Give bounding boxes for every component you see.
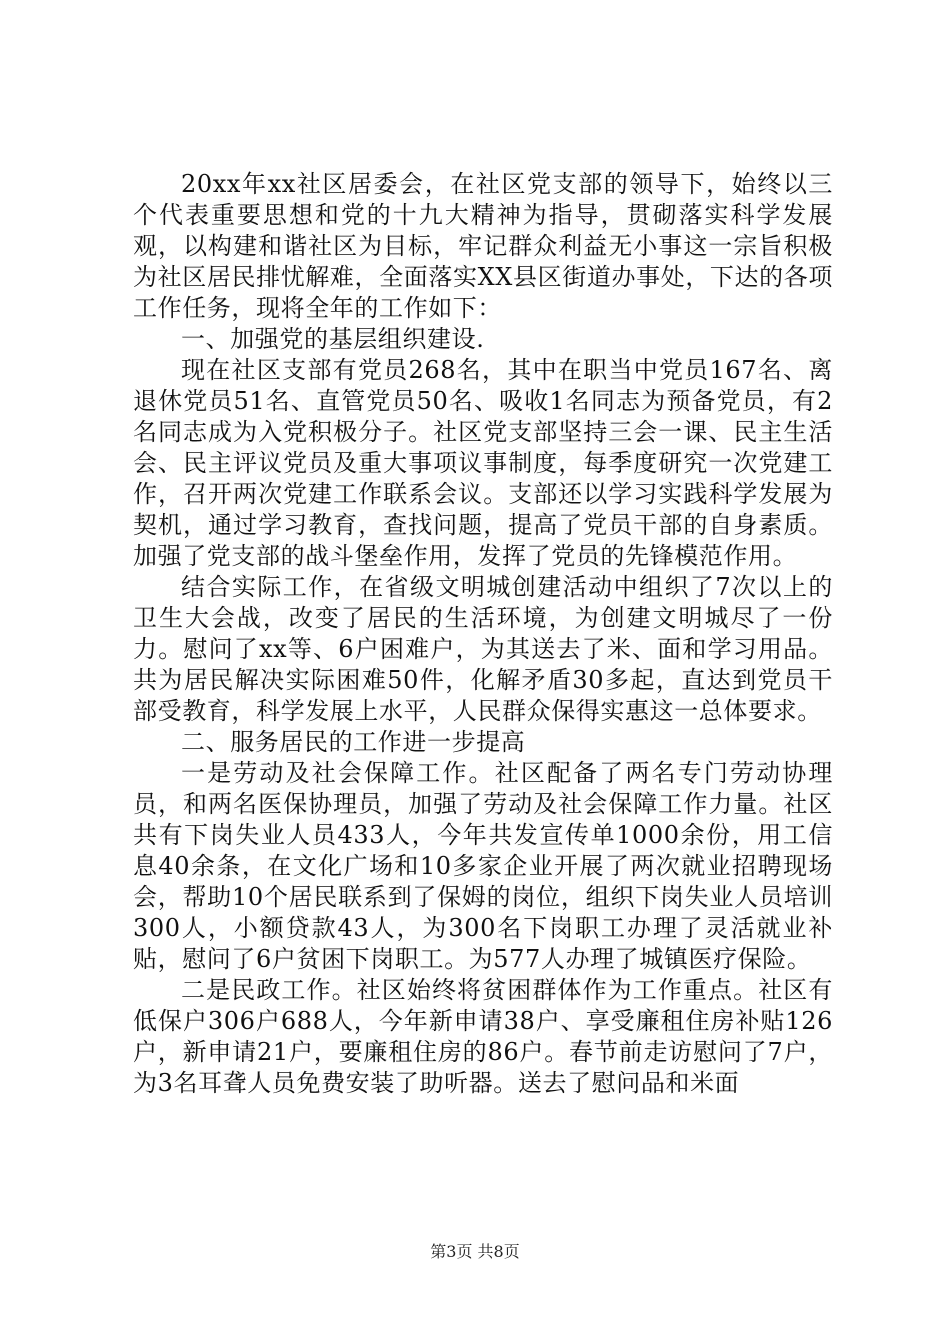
section-heading-party-building: 一、加强党的基层组织建设. [181, 325, 485, 353]
intro-paragraph: 20xx年xx社区居委会，在社区党支部的领导下，始终以三个代表重要思想和党的十九大精神为指导，贯砌落实科学发展观，以构建和谐社区为目标，牢记群众利益无小事这一宗旨积极为社区居民排忧解难，全面落实XX县区街道办事处，下达的各项工作任务，现将全年的工作如下： [133, 170, 833, 322]
party-members-paragraph: 现在社区支部有党员268名，其中在职当中党员167名、离退休党员51名、直管党员50名、吸收1名同志为预备党员，有2名同志成为入党积极分子。社区党支部坚持三会一课、民主生活会、民主评议党员及重大事项议事制度，每季度研究一次党建工作，召开两次党建工作联系会议。支部还以学习实践科学发展为契机，通过学习教育，查找问题，提高了党员干部的自身素质。加强了党支部的战斗堡垒作用，发挥了党员的先锋模范作用。 [133, 356, 833, 570]
section-heading-resident-services: 二、服务居民的工作进一步提高 [181, 728, 526, 756]
labor-security-paragraph: 一是劳动及社会保障工作。社区配备了两名专门劳动协理员，和两名医保协理员，加强了劳动及社会保障工作力量。社区共有下岗失业人员433人，今年共发宣传单1000余份，用工信息40余条，在文化广场和10多家企业开展了两次就业招聘现场会，帮助10个居民联系到了保姆的岗位，组织下岗失业人员培训300人，小额贷款43人，为300名下岗职工办理了灵活就业补贴，慰问了6户贫困下岗职工。为577人办理了城镇医疗保险。 [133, 759, 833, 973]
document-body [133, 169, 833, 1099]
page-footer: 第3页 共8页 [430, 1242, 520, 1261]
civil-affairs-paragraph: 二是民政工作。社区始终将贫困群体作为工作重点。社区有低保户306户688人，今年新申请38户、享受廉租住房补贴126户，新申请21户，要廉租住房的86户。春节前走访慰问了7户，为3名耳聋人员免费安装了助听器。送去了慰问品和米面 [133, 976, 833, 1097]
civilization-city-paragraph: 结合实际工作，在省级文明城创建活动中组织了7次以上的卫生大会战，改变了居民的生活环境，为创建文明城尽了一份力。慰问了xx等、6户困难户，为其送去了米、面和学习用品。共为居民解决实际困难50件，化解矛盾30多起，直达到党员干部受教育，科学发展上水平，人民群众保得实惠这一总体要求。 [133, 573, 833, 725]
